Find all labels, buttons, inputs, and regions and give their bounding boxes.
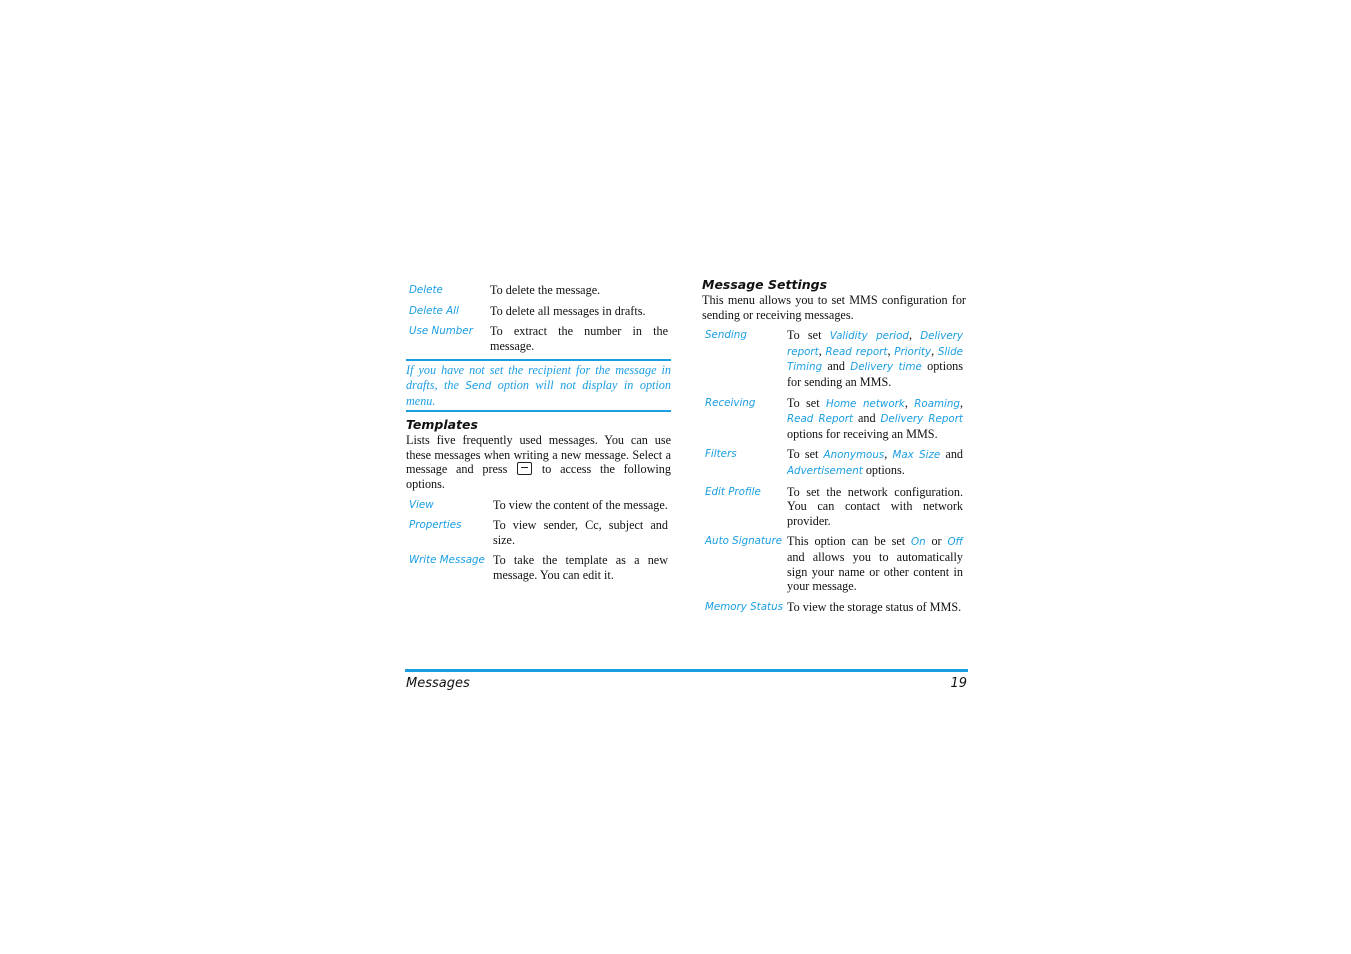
table-row	[702, 485, 966, 529]
note-send-word: Send	[465, 379, 492, 392]
option-key-auto-signature: Auto Signature	[705, 535, 783, 548]
option-value-validity-period: Validity period	[829, 330, 909, 343]
option-key-delete: Delete	[409, 284, 443, 296]
text-run: ,	[818, 343, 826, 358]
option-desc-view: To view the content of the message.	[493, 497, 668, 512]
table-row	[702, 534, 966, 593]
note-text-2: option will not display in option menu.	[406, 377, 671, 408]
left-column	[406, 280, 671, 583]
message-settings-heading: Message Settings	[702, 277, 828, 292]
option-value-delivery-time: Delivery time	[850, 361, 922, 374]
footer-page-number: 19	[950, 676, 967, 691]
option-desc-edit-profile: To set the network configuration. You can contact with network provider.	[787, 484, 963, 528]
option-desc-memory-status: To view the storage status of MMS.	[787, 599, 962, 614]
text-run: and	[822, 359, 851, 374]
templates-intro-text-2: to access the following options.	[406, 462, 671, 491]
note-text-1: If you have not set the recipient for the message in drafts, the	[406, 363, 671, 392]
option-value-max-size: Max Size	[892, 449, 941, 462]
option-desc-use-number: To extract the number in the message.	[490, 324, 668, 353]
option-key-filters: Filters	[705, 448, 737, 461]
right-column	[702, 277, 966, 614]
option-value-read-report: Read Report	[787, 413, 854, 426]
text-run: ,	[887, 343, 895, 358]
option-value-delivery-report: Delivery report	[787, 330, 963, 358]
text-run: ,	[904, 395, 915, 410]
option-value-delivery-report: Delivery Report	[880, 413, 963, 426]
option-value-on: On	[910, 536, 926, 549]
option-value-priority: Priority	[894, 345, 932, 358]
text-run: options for sending an MMS.	[787, 359, 964, 389]
table-row	[406, 324, 671, 353]
table-row	[702, 447, 966, 478]
table-row	[702, 328, 966, 389]
table-row	[406, 553, 671, 582]
option-value-anonymous: Anonymous	[823, 449, 885, 462]
option-desc-filters	[787, 447, 966, 478]
table-row	[406, 304, 671, 319]
templates-heading: Templates	[406, 417, 478, 433]
option-desc-receiving	[787, 396, 966, 442]
table-row	[406, 518, 671, 547]
drafts-note	[406, 359, 671, 412]
message-settings-intro: This menu allows you to set MMS configuration for sending or receiving messages.	[702, 293, 966, 322]
message-settings-table	[702, 328, 966, 614]
option-key-receiving: Receiving	[705, 396, 756, 409]
text-run: To set	[787, 447, 824, 462]
text-run: To set	[787, 328, 830, 343]
templates-options-table	[406, 498, 671, 583]
footer-section-title: Messages	[406, 676, 470, 691]
option-desc-auto-signature	[787, 534, 966, 593]
page-footer	[405, 669, 968, 691]
drafts-options-table	[406, 283, 671, 353]
table-row	[406, 498, 671, 513]
text-run: This option can be set	[787, 534, 911, 549]
option-key-edit-profile: Edit Profile	[705, 485, 761, 498]
option-key-write-message: Write Message	[409, 554, 485, 567]
option-key-view: View	[409, 498, 434, 511]
text-run: options.	[862, 462, 905, 477]
option-value-off: Off	[947, 536, 963, 549]
text-run: ,	[959, 395, 963, 410]
option-value-roaming: Roaming	[914, 397, 960, 410]
option-desc-write-message: To take the template as a new message. You can edit it.	[493, 553, 668, 582]
option-desc-delete-all: To delete all messages in drafts.	[490, 303, 646, 318]
option-desc-properties: To view sender, Cc, subject and size.	[493, 518, 668, 547]
option-desc-delete: To delete the message.	[490, 283, 601, 297]
text-run: To set	[787, 395, 826, 410]
option-key-properties: Properties	[409, 519, 462, 532]
option-desc-sending	[787, 328, 966, 389]
text-run: and	[853, 411, 881, 426]
text-run: and	[940, 447, 964, 462]
option-value-read-report: Read report	[825, 345, 888, 358]
text-run: ,	[931, 343, 938, 358]
text-run: or	[925, 534, 948, 549]
option-value-slide-timing: Slide Timing	[787, 345, 963, 374]
option-key-delete-all: Delete All	[409, 304, 459, 317]
text-run: ,	[884, 447, 893, 462]
table-row	[406, 283, 671, 298]
option-value-advertisement: Advertisement	[787, 464, 863, 477]
option-key-memory-status: Memory Status	[705, 600, 783, 613]
table-row	[702, 600, 966, 615]
text-run: options for receiving an MMS.	[787, 426, 938, 441]
option-value-home-network: Home network	[825, 397, 905, 410]
templates-intro	[406, 433, 671, 491]
option-key-use-number: Use Number	[409, 325, 473, 338]
menu-key-icon	[517, 462, 532, 475]
option-key-sending: Sending	[705, 329, 747, 342]
text-run: ,	[908, 328, 921, 343]
text-run: and allows you to automatically sign your name or other content in your message.	[787, 549, 963, 594]
templates-intro-text-1: Lists five frequently used messages. You can use these messages when writing a new message. Select a message and press	[406, 433, 671, 477]
table-row	[702, 396, 966, 442]
